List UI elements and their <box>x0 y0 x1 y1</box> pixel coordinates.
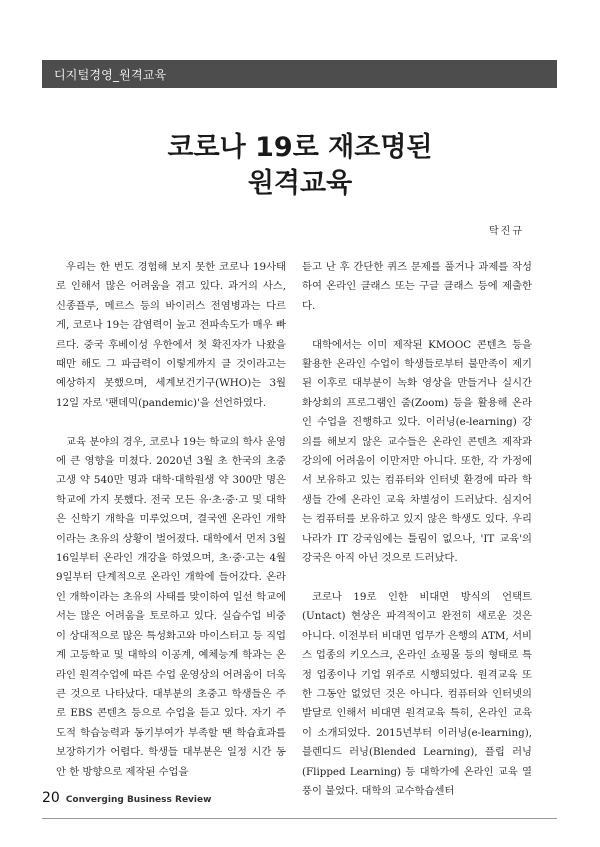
footer-divider <box>42 818 557 819</box>
body-paragraph: 코로나 19로 인한 비대면 방식의 언택트(Untact) 현상은 파격적이고 완전히 새로운 것은 아니다. 이전부터 비대면 업무가 은행의 ATM, 서비스 업종의 키오스크, 온라인 쇼핑몰 등의 형태로 특정 업종이나 기업 위주로 시행되었다. 원격교육 또한 그동안 없었던 것은 아니다. 컴퓨터와 인터넷의 발달로 인해서 비대면 원격교육 특히, 온라인 교육이 소개되었다. 2015년부터 이러닝(e-learning), 블렌디드 러닝(Blended Learning), 플립 러닝(Flipped Learning) 등 대학가에 온라인 교육 열풍이 불었다. 대학의 교수학습센터 <box>302 590 532 797</box>
page-footer <box>42 790 211 806</box>
body-paragraph: 대학에서는 이미 제작된 KMOOC 콘텐츠 등을 활용한 온라인 수업이 학생들로부터 불만족이 제기된 이후로 대부분이 녹화 영상을 만들거나 실시간 화상회의 프로그램인 줌(Zoom) 등을 활용해 온라인 수업을 진행하고 있다. 이러닝(e-learning) 강의를 해보지 않은 교수들은 온라인 콘텐츠 제작과 강의에 어려움이 이만저만 아니다. 또한, 각 가정에서 보유하고 있는 컴퓨터와 인터넷 환경에 따라 학생들 간에 온라인 교육 차별성이 드러났다. 심지어는 컴퓨터를 보유하고 있지 않은 학생도 있다. 우리나라가 IT 강국임에는 틀림이 없으나, 'IT 교육'의 강국은 아직 아닌 것으로 드러났다. <box>302 338 532 565</box>
body-column-right <box>302 258 532 821</box>
section-header-band <box>42 60 557 88</box>
journal-name: Converging Business Review <box>65 795 212 805</box>
section-label: 디지털경영_원격교육 <box>54 68 167 82</box>
article-title <box>0 130 600 202</box>
body-paragraph: 교육 분야의 경우, 코로나 19는 학교의 학사 운영에 큰 영향을 미쳤다. 2020년 3월 초 한국의 초중고생 약 540만 명과 대학·대학원생 약 300만 명은 학교에 가지 못했다. 전국 모든 유·초·중·고 및 대학은 신학기 개학을 미루었으며, 결국엔 온라인 개학이라는 초유의 상황이 벌어졌다. 대학에서 먼저 3월 16일부터 온라인 개강을 하였으며, 초·중·고는 4월 9일부터 단계적으로 온라인 개학에 들어갔다. 온라인 개학이라는 초유의 사태를 맞이하여 일선 학교에서는 많은 어려움을 토로하고 있다. 실습수업 비중이 상대적으로 많은 특성화고와 마이스터고 등 직업계 고등학교 및 대학의 이공계, 예체능계 학과는 온라인 원격수업에 따른 수업 운영상의 어려움이 더욱 큰 것으로 나타났다. 대부분의 초중고 학생들은 주로 EBS 콘텐츠 등으로 수업을 듣고 있다. 자기 주도적 학습능력과 동기부여가 부족할 땐 학습효과를 보장하기가 어렵다. 학생들 대부분은 일정 시간 동안 한 방향으로 제작된 수업을 <box>56 435 286 778</box>
article-author: 탁진규 <box>489 226 524 237</box>
article-title-line1: 코로나 19로 재조명된 <box>167 132 433 163</box>
body-paragraph: 우리는 한 번도 경험해 보지 못한 코로나 19사태로 인해서 많은 어려움을 겪고 있다. 과거의 사스, 신종플루, 메르스 등의 바이러스 전염병과는 다르게, 코로나 19는 감염력이 높고 전파속도가 매우 빠르다. 중국 후베이성 우한에서 첫 확진자가 나왔을 때만 해도 그 파급력이 이렇게까지 클 것이라고는 예상하지 못했으며, 세계보건기구(WHO)는 3월 12일 자로 '팬데믹(pandemic)'을 선언하였다. <box>56 261 286 409</box>
body-column-left <box>56 258 286 801</box>
page-number: 20 <box>42 790 60 806</box>
article-title-line2: 원격교육 <box>247 168 353 199</box>
body-paragraph: 듣고 난 후 간단한 퀴즈 문제를 풀거나 과제를 작성하여 온라인 클래스 또는 구글 클래스 등에 제출한다. <box>302 261 532 312</box>
